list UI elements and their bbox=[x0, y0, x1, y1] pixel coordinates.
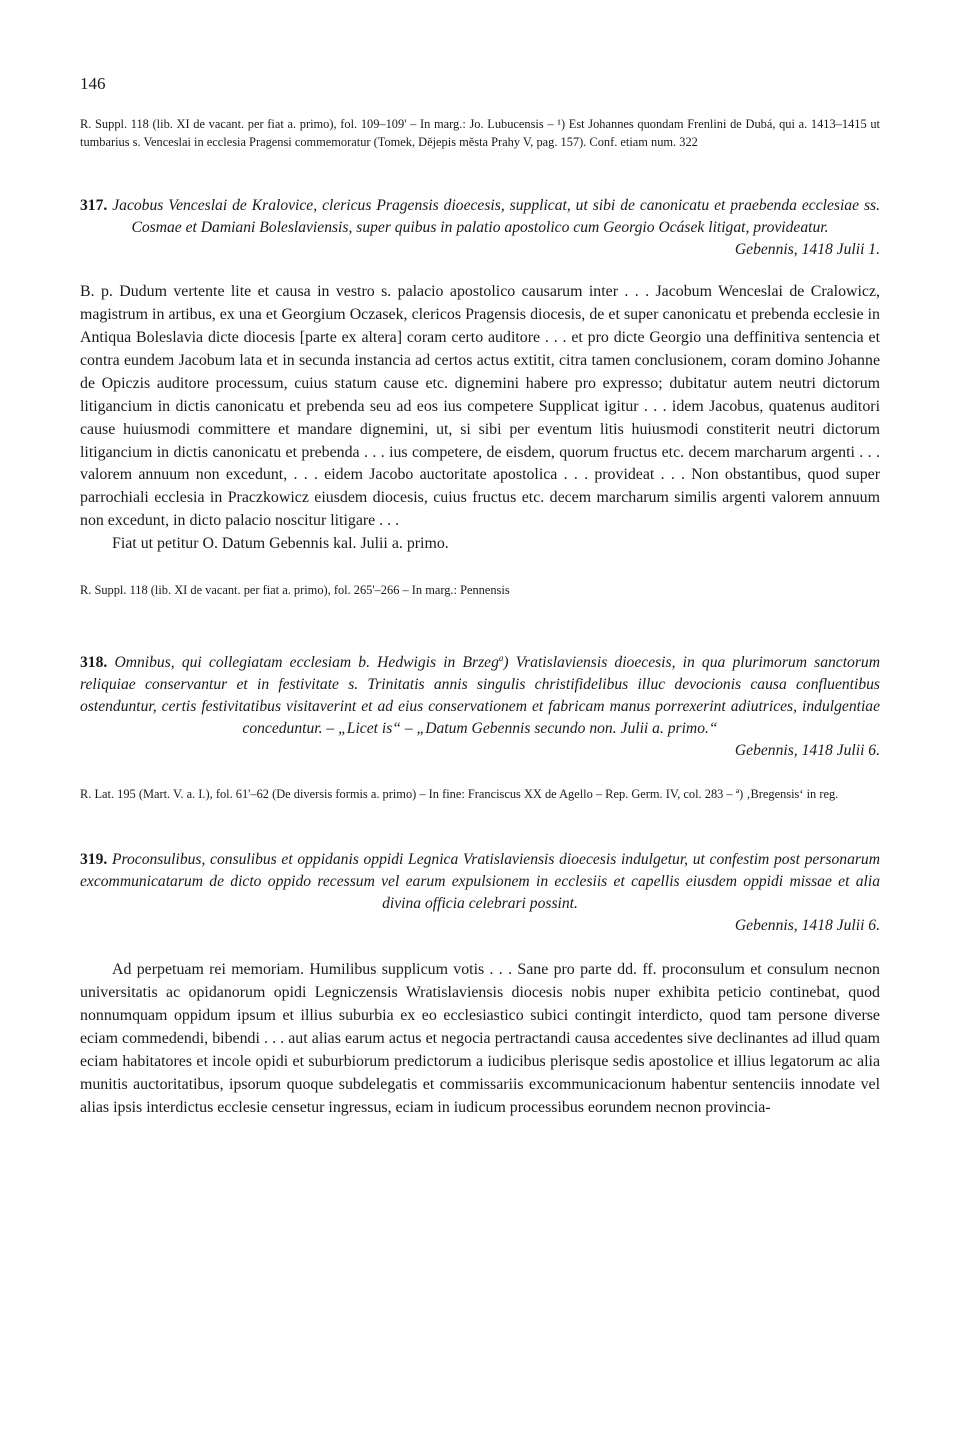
footnote-apparatus: R. Suppl. 118 (lib. XI de vacant. per fiat a. primo), fol. 109–109' – In marg.: Jo. Lubucensis – ¹) Est Johannes quondam Frenlini de Dubá, qui a. 1413–1415 ut tumbarius s. Venceslai in ecclesia Pragensi commemoratur (Tomek, Dějepis města Prahy V, pag. 157). Conf. etiam num. 322 bbox=[80, 117, 880, 149]
text-block bbox=[80, 74, 880, 1120]
entry-date: Gebennis, 1418 Julii 6. bbox=[734, 741, 880, 759]
entry-body: B. p. Dudum vertente lite et causa in vestro s. palacio apostolico causarum inter . . . Jacobum Wenceslai de Cralowicz, magistrum in artibus, ex una et Georgium Oczasek, clericos Pragensis diocesis, de et super canonicatu et prebenda ecclesie in Antiqua Boleslavia dicte diocesis [parte ex altera] coram certo auditore . . . et pro dicte Georgio una deffinitiva sentencia et contra eundem Jacobum lata et in secunda instancia ad certos actus extitit, citra tamen conclusionem, coram domino Johanne de Opiczis auditore processum, cuius statum cause etc. dignemini habere pro expresso; dubitatur autem neutri dictorum litigancium in dictis canonicatu et prebenda seu ad eos ius competere Supplicat igitur . . . idem Jacobus, quatenus auditori cause huiusmodi committere et mandare dignemini, ut, si sibi per eventum litis huiusmodi constiterit neutri dictorum litigancium in dictis canonicatu et prebenda . . . ius competere, de eisdem, quorum fructus etc. decem marcharum argenti . . . valorem annuum non excedunt, . . . eidem Jacobo auctoritate apostolica . . . provideat . . . Non obstantibus, quod super parrochiali ecclesia in Praczkowicz eiusdem diocesis, cuius fructus etc. decem marcharum similis argenti valorem annuum non excedunt, in dicto palacio noscitur litigare . . . bbox=[80, 283, 880, 530]
entry-summary-part: ) Vratislaviensis dioecesis, in qua plurimorum sanctorum reliquiae conservantur et in festivitate s. Trinitatis annis singulis christifidelibus illuc devocionis causa confluentibus ostenduntur, certis festivitatibus visitaverint et ad eius conservationem et fabricam manus porrexerint adiutrices, indulgentiae conceduntur. – „Licet is“ – „Datum Gebennis secundo non. Julii a. primo.“ bbox=[80, 653, 880, 737]
entry-date: Gebennis, 1418 Julii 1. bbox=[734, 241, 880, 259]
entry-fiat: Fiat ut petitur O. Datum Gebennis kal. Julii a. primo. bbox=[112, 535, 449, 553]
entry-body: Ad perpetuam rei memoriam. Humilibus supplicum votis . . . Sane pro parte dd. ff. proconsulum et consulum necnon universitatis ac opidanorum opidi Legniczensis Wratislaviensis diocesis nobis nuper exhibita peticio continebat, quod nonnumquam oppidum ipsum et illius suburbia ex eo ecclesiastico subici contingit interdicto, quod tam persone diverse eciam commedendi, bibendi . . . aut alias earum actus et negocia pertractandi causa accedentes sive declinantes ad illud quam eciam habitatores et incole opidi et suburbiorum predictorum a iudicibus plerisque sedis apostolice et illius legatorum ac alia munitis auctoritatibus, ipsorum quoque subdelegatis et commissariis excommunicacionum habentur sentenciis innodate vel alias ipsis interdictus ecclesie censetur ingressus, eciam in iudicum processibus eorundem necnon provincia- bbox=[80, 961, 880, 1116]
entry-summary bbox=[80, 654, 880, 737]
entry-heading bbox=[80, 849, 880, 915]
footnote-marker: a bbox=[498, 652, 504, 663]
entry-319 bbox=[80, 849, 880, 1119]
entry-317 bbox=[80, 195, 880, 599]
entry-source-note: R. Suppl. 118 (lib. XI de vacant. per fiat a. primo), fol. 265'–266 – In marg.: Pennensis bbox=[80, 583, 510, 598]
entry-summary: Jacobus Venceslai de Kralovice, clericus Pragensis dioecesis, supplicat, ut sibi de canonicatu et praebenda ecclesiae ss. Cosmae et Damiani Boleslaviensis, super quibus in palatio apostolico cum Georgio Ocásek litigat, provideatur. bbox=[112, 197, 880, 237]
entry-date: Gebennis, 1418 Julii 6. bbox=[734, 917, 880, 935]
entry-number: 319. bbox=[80, 851, 108, 869]
entry-318 bbox=[80, 652, 880, 804]
entry-source-note: R. Lat. 195 (Mart. V. a. I.), fol. 61'–62 (De diversis formis a. primo) – In fine: Franciscus XX de Agello – Rep. Germ. IV, col. 283 – ª) ‚Bregensis‘ in reg. bbox=[80, 786, 839, 801]
entry-summary: Proconsulibus, consulibus et oppidanis oppidi Legnica Vratislaviensis dioecesis indulgetur, ut confestim post personarum excommunicatarum de dicto oppido recessum vel earum expulsionem in ecclesiis et capellis eiusdem oppidi missae et alia divina officia celebrari possint. bbox=[80, 851, 880, 913]
entry-summary-part: Omnibus, qui collegiatam ecclesiam b. Hedwigis in Brzeg bbox=[114, 653, 499, 671]
entry-number: 318. bbox=[80, 653, 108, 671]
entry-number: 317. bbox=[80, 197, 108, 215]
entry-heading bbox=[80, 195, 880, 239]
entry-heading bbox=[80, 652, 880, 740]
page-number: 146 bbox=[80, 74, 106, 93]
